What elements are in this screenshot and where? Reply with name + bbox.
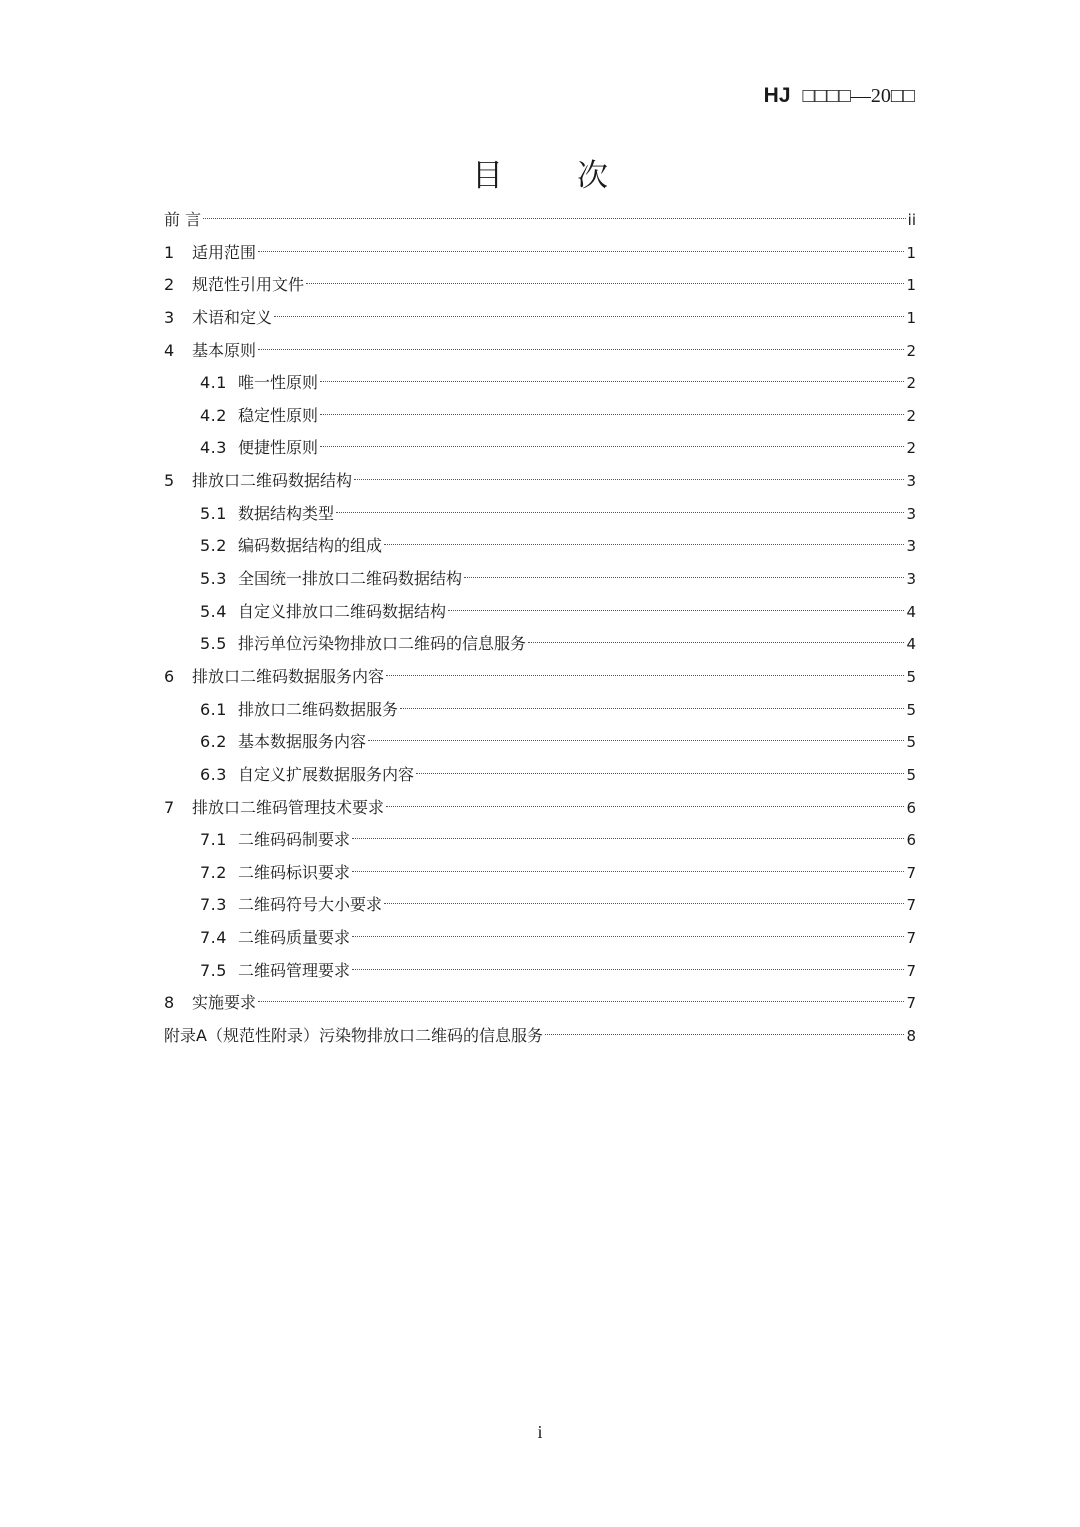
toc-entry-number: 5.2 bbox=[200, 536, 227, 556]
toc-entry[interactable] bbox=[164, 238, 916, 271]
toc-entry-page: 7 bbox=[906, 896, 916, 915]
toc-dot-leader bbox=[464, 577, 904, 578]
toc-entry-number: 8 bbox=[164, 993, 175, 1013]
document-header bbox=[764, 84, 915, 108]
toc-entry-title: 全国统一排放口二维码数据结构 bbox=[238, 569, 463, 589]
toc-entry[interactable] bbox=[164, 466, 916, 499]
toc-entry-page: 7 bbox=[906, 961, 916, 980]
toc-entry[interactable] bbox=[164, 956, 916, 989]
toc-entry-number: 7.5 bbox=[200, 960, 227, 980]
toc-entry-number: 6.2 bbox=[200, 732, 227, 752]
toc-entry-page: 5 bbox=[906, 667, 916, 686]
toc-entry-number: 5.1 bbox=[200, 503, 227, 523]
toc-entry-title: 自定义排放口二维码数据结构 bbox=[238, 601, 447, 621]
toc-entry-title: 唯一性原则 bbox=[238, 373, 319, 393]
toc-entry[interactable] bbox=[164, 597, 916, 630]
toc-entry-title: 稳定性原则 bbox=[238, 405, 319, 425]
toc-entry-title: 排污单位污染物排放口二维码的信息服务 bbox=[238, 634, 527, 654]
toc-entry[interactable] bbox=[164, 270, 916, 303]
toc-dot-leader bbox=[386, 675, 904, 676]
toc-dot-leader bbox=[320, 381, 904, 382]
toc-entry-title: 术语和定义 bbox=[192, 307, 273, 327]
toc-entry-page: 1 bbox=[906, 308, 916, 327]
toc-entry-page: 2 bbox=[906, 406, 916, 425]
table-of-contents bbox=[164, 205, 916, 1054]
toc-entry-number: 7.1 bbox=[200, 830, 227, 850]
toc-entry-page: 1 bbox=[906, 243, 916, 262]
toc-entry-title: 二维码符号大小要求 bbox=[238, 895, 383, 915]
toc-entry-number: 7.2 bbox=[200, 862, 227, 882]
toc-entry-title: 适用范围 bbox=[192, 242, 257, 262]
toc-dot-leader bbox=[274, 316, 904, 317]
toc-entry-number: 5.4 bbox=[200, 601, 227, 621]
toc-entry-page: 4 bbox=[906, 635, 916, 654]
toc-entry[interactable] bbox=[164, 1021, 916, 1054]
toc-dot-leader bbox=[384, 903, 904, 904]
toc-entry-number: 6.3 bbox=[200, 764, 227, 784]
toc-entry-title: 二维码标识要求 bbox=[238, 862, 351, 882]
toc-dot-leader bbox=[258, 349, 904, 350]
toc-entry-title: 实施要求 bbox=[192, 993, 257, 1013]
toc-entry-title: 二维码质量要求 bbox=[238, 928, 351, 948]
toc-entry-title: 排放口二维码数据服务内容 bbox=[192, 666, 385, 686]
toc-entry[interactable] bbox=[164, 662, 916, 695]
toc-entry-title: 自定义扩展数据服务内容 bbox=[238, 764, 415, 784]
toc-entry-title: 附录A（规范性附录）污染物排放口二维码的信息服务 bbox=[164, 1026, 543, 1046]
toc-entry-number: 4.2 bbox=[200, 405, 227, 425]
toc-entry[interactable] bbox=[164, 793, 916, 826]
toc-entry-page: 1 bbox=[906, 276, 916, 295]
toc-heading-char-2: 次 bbox=[577, 158, 608, 194]
toc-dot-leader bbox=[528, 642, 904, 643]
toc-entry-page: 4 bbox=[906, 602, 916, 621]
toc-entry[interactable] bbox=[164, 727, 916, 760]
toc-entry-page: ii bbox=[907, 211, 916, 229]
toc-heading bbox=[0, 150, 1080, 195]
toc-entry-number: 4.3 bbox=[200, 438, 227, 458]
toc-entry-title: 排放口二维码数据结构 bbox=[192, 471, 353, 491]
toc-entry-title: 二维码管理要求 bbox=[238, 960, 351, 980]
toc-entry[interactable] bbox=[164, 433, 916, 466]
toc-dot-leader bbox=[352, 969, 904, 970]
toc-entry[interactable] bbox=[164, 499, 916, 532]
toc-entry-title: 数据结构类型 bbox=[238, 503, 335, 523]
toc-dot-leader bbox=[306, 283, 904, 284]
toc-entry-title: 规范性引用文件 bbox=[192, 275, 305, 295]
toc-entry[interactable] bbox=[164, 401, 916, 434]
toc-dot-leader bbox=[352, 838, 904, 839]
toc-entry-number: 4 bbox=[164, 340, 175, 360]
toc-entry-page: 6 bbox=[906, 831, 916, 850]
toc-dot-leader bbox=[384, 544, 904, 545]
toc-entry-page: 5 bbox=[906, 700, 916, 719]
toc-entry-title: 基本原则 bbox=[192, 340, 257, 360]
toc-entry-number: 6 bbox=[164, 666, 175, 686]
toc-entry-number: 1 bbox=[164, 242, 175, 262]
toc-entry-title: 排放口二维码数据服务 bbox=[238, 699, 399, 719]
toc-entry[interactable] bbox=[164, 564, 916, 597]
toc-entry[interactable] bbox=[164, 303, 916, 336]
toc-entry-page: 3 bbox=[906, 537, 916, 556]
toc-entry[interactable] bbox=[164, 988, 916, 1021]
toc-entry-page: 5 bbox=[906, 733, 916, 752]
toc-dot-leader bbox=[320, 446, 904, 447]
toc-entry[interactable] bbox=[164, 890, 916, 923]
toc-dot-leader bbox=[258, 1001, 904, 1002]
toc-entry-page: 7 bbox=[906, 929, 916, 948]
toc-entry[interactable] bbox=[164, 368, 916, 401]
toc-entry-number: 7.3 bbox=[200, 895, 227, 915]
toc-entry-page: 3 bbox=[906, 504, 916, 523]
toc-entry-number: 6.1 bbox=[200, 699, 227, 719]
toc-entry-number: 5.5 bbox=[200, 634, 227, 654]
toc-entry-number: 5.3 bbox=[200, 569, 227, 589]
standard-prefix: HJ bbox=[763, 84, 791, 107]
toc-entry-page: 2 bbox=[906, 374, 916, 393]
toc-entry-number: 4.1 bbox=[200, 373, 227, 393]
toc-entry-number: 7 bbox=[164, 797, 175, 817]
toc-entry-page: 7 bbox=[906, 994, 916, 1013]
toc-entry-page: 5 bbox=[906, 765, 916, 784]
toc-entry-page: 3 bbox=[906, 472, 916, 491]
toc-entry-title: 前 言 bbox=[164, 210, 202, 229]
toc-dot-leader bbox=[320, 414, 904, 415]
toc-entry-page: 3 bbox=[906, 570, 916, 589]
toc-entry-title: 二维码码制要求 bbox=[238, 830, 351, 850]
toc-entry-number: 3 bbox=[164, 307, 175, 327]
toc-entry[interactable] bbox=[164, 336, 916, 369]
toc-entry[interactable] bbox=[164, 923, 916, 956]
toc-entry-page: 2 bbox=[906, 341, 916, 360]
toc-entry-title: 基本数据服务内容 bbox=[238, 732, 367, 752]
toc-dot-leader bbox=[386, 806, 904, 807]
toc-dot-leader bbox=[258, 251, 904, 252]
toc-entry-number: 7.4 bbox=[200, 928, 227, 948]
toc-entry-page: 8 bbox=[906, 1027, 916, 1046]
toc-entry-page: 6 bbox=[906, 798, 916, 817]
toc-dot-leader bbox=[545, 1034, 905, 1035]
toc-dot-leader bbox=[448, 610, 904, 611]
toc-dot-leader bbox=[400, 708, 904, 709]
toc-entry-title: 便捷性原则 bbox=[238, 438, 319, 458]
toc-entry-title: 排放口二维码管理技术要求 bbox=[192, 797, 385, 817]
toc-entry[interactable] bbox=[164, 629, 916, 662]
toc-entry-number: 5 bbox=[164, 471, 175, 491]
toc-entry[interactable] bbox=[164, 205, 916, 238]
toc-entry[interactable] bbox=[164, 695, 916, 728]
toc-entry-title: 编码数据结构的组成 bbox=[238, 536, 383, 556]
toc-dot-leader bbox=[336, 512, 904, 513]
toc-dot-leader bbox=[416, 773, 904, 774]
toc-entry-page: 2 bbox=[906, 439, 916, 458]
toc-dot-leader bbox=[203, 218, 906, 219]
toc-entry[interactable] bbox=[164, 825, 916, 858]
toc-heading-char-1: 目 bbox=[472, 158, 503, 194]
toc-entry[interactable] bbox=[164, 858, 916, 891]
toc-entry[interactable] bbox=[164, 531, 916, 564]
toc-entry[interactable] bbox=[164, 760, 916, 793]
page-number: i bbox=[537, 1422, 543, 1442]
toc-dot-leader bbox=[354, 479, 904, 480]
toc-dot-leader bbox=[368, 740, 904, 741]
toc-entry-number: 2 bbox=[164, 275, 175, 295]
toc-entry-page: 7 bbox=[906, 863, 916, 882]
toc-dot-leader bbox=[352, 936, 904, 937]
standard-number: □□□□—20□□ bbox=[802, 85, 915, 107]
toc-dot-leader bbox=[352, 871, 904, 872]
